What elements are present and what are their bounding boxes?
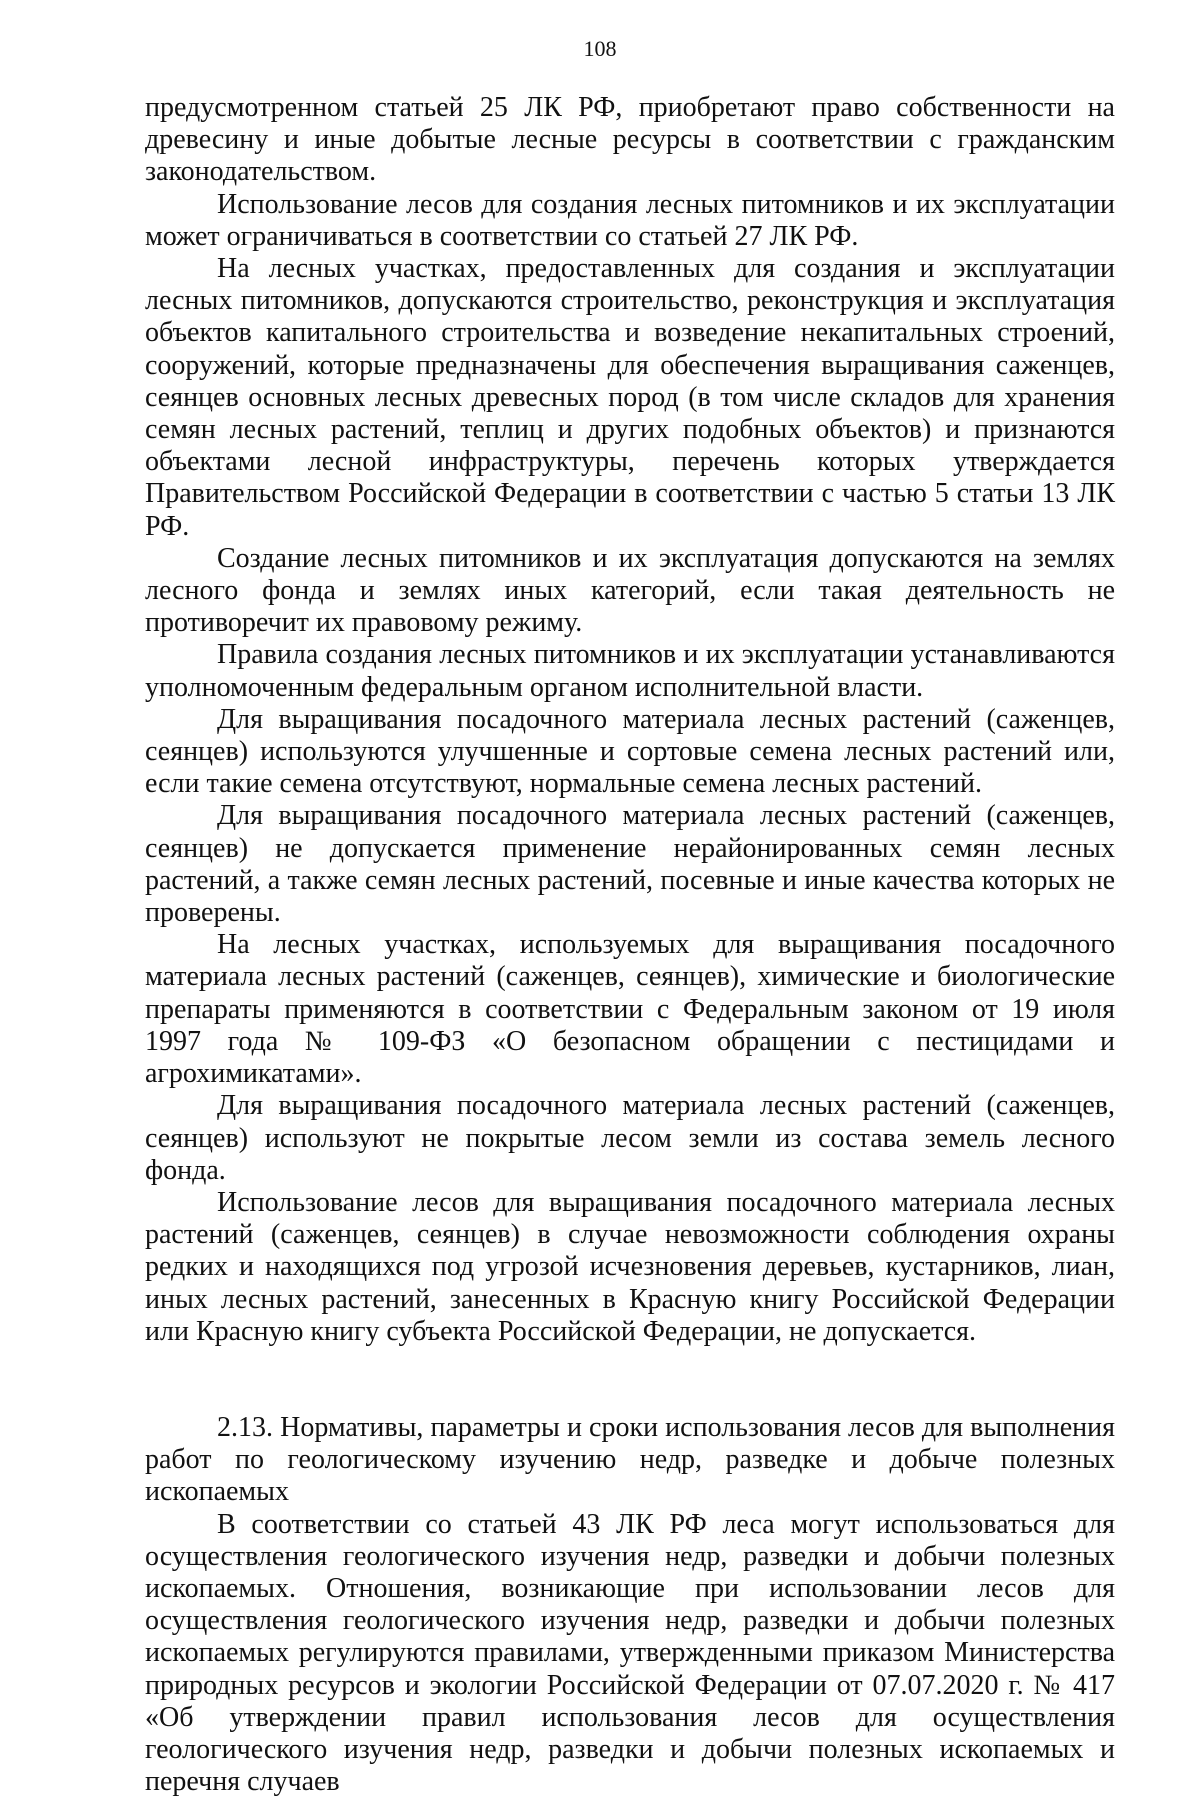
- paragraph-continuation: предусмотренном статьей 25 ЛК РФ, приобретают право собственности на древесину и иные добытые лесные ресурсы в соответствии с гражданским законодательством.: [145, 92, 1115, 188]
- paragraph: Для выращивания посадочного материала лесных растений (саженцев, сеянцев) не допускается применение нерайонированных семян лесных растений, а также семян лесных растений, посевные и иные качества которых не проверены.: [145, 800, 1115, 929]
- paragraph: Создание лесных питомников и их эксплуатация допускаются на землях лесного фонда и землях иных категорий, если такая деятельность не противоречит их правовому режиму.: [145, 542, 1115, 639]
- paragraph: В соответствии со статьей 43 ЛК РФ леса могут использоваться для осуществления геологического изучения недр, разведки и добычи полезных ископаемых. Отношения, возникающие при использовании лесов для осуществления геологического изучения недр, разведки и добычи полезных ископаемых регулируются правилами, утвержденными приказом Министерства природных ресурсов и экологии Российской Федерации от 07.07.2020 г. № 417 «Об утверждении правил использования лесов для осуществления геологического изучения недр, разведки и добычи полезных ископаемых и перечня случаев: [145, 1508, 1115, 1798]
- paragraph: Для выращивания посадочного материала лесных растений (саженцев, сеянцев) используются улучшенные и сортовые семена лесных растений или, если такие семена отсутствуют, нормальные семена лесных растений.: [145, 703, 1115, 800]
- page-number: 108: [583, 36, 617, 61]
- section-spacer: [145, 1348, 1115, 1412]
- paragraph: На лесных участках, предоставленных для создания и эксплуатации лесных питомников, допускаются строительство, реконструкция и эксплуатация объектов капитального строительства и возведение некапитальных строений, сооружений, которые предназначены для обеспечения выращивания саженцев, сеянцев основных лесных древесных пород (в том числе складов для хранения семян лесных растений, теплиц и других подобных объектов) и признаются объектами лесной инфраструктуры, перечень которых утверждается Правительством Российской Федерации в соответствии с частью 5 статьи 13 ЛК РФ.: [145, 253, 1115, 542]
- paragraph: Использование лесов для создания лесных питомников и их эксплуатации может ограничиваться в соответствии со статьей 27 ЛК РФ.: [145, 188, 1115, 252]
- document-body: [145, 92, 1115, 1798]
- paragraph: На лесных участках, используемых для выращивания посадочного материала лесных растений (саженцев, сеянцев), химические и биологические препараты применяются в соответствии с Федеральным законом от 19 июля 1997 года № 109-ФЗ «О безопасном обращении с пестицидами и агрохимикатами».: [145, 929, 1115, 1090]
- paragraph: Использование лесов для выращивания посадочного материала лесных растений (саженцев, сеянцев) в случае невозможности соблюдения охраны редких и находящихся под угрозой исчезновения деревьев, кустарников, лиан, иных лесных растений, занесенных в Красную книгу Российской Федерации или Красную книгу субъекта Российской Федерации, не допускается.: [145, 1186, 1115, 1347]
- paragraph: Правила создания лесных питомников и их эксплуатации устанавливаются уполномоченным федеральным органом исполнительной власти.: [145, 639, 1115, 703]
- section-heading: 2.13. Нормативы, параметры и сроки использования лесов для выполнения работ по геологическому изучению недр, разведке и добыче полезных ископаемых: [145, 1411, 1115, 1508]
- paragraph: Для выращивания посадочного материала лесных растений (саженцев, сеянцев) используют не покрытые лесом земли из состава земель лесного фонда.: [145, 1090, 1115, 1186]
